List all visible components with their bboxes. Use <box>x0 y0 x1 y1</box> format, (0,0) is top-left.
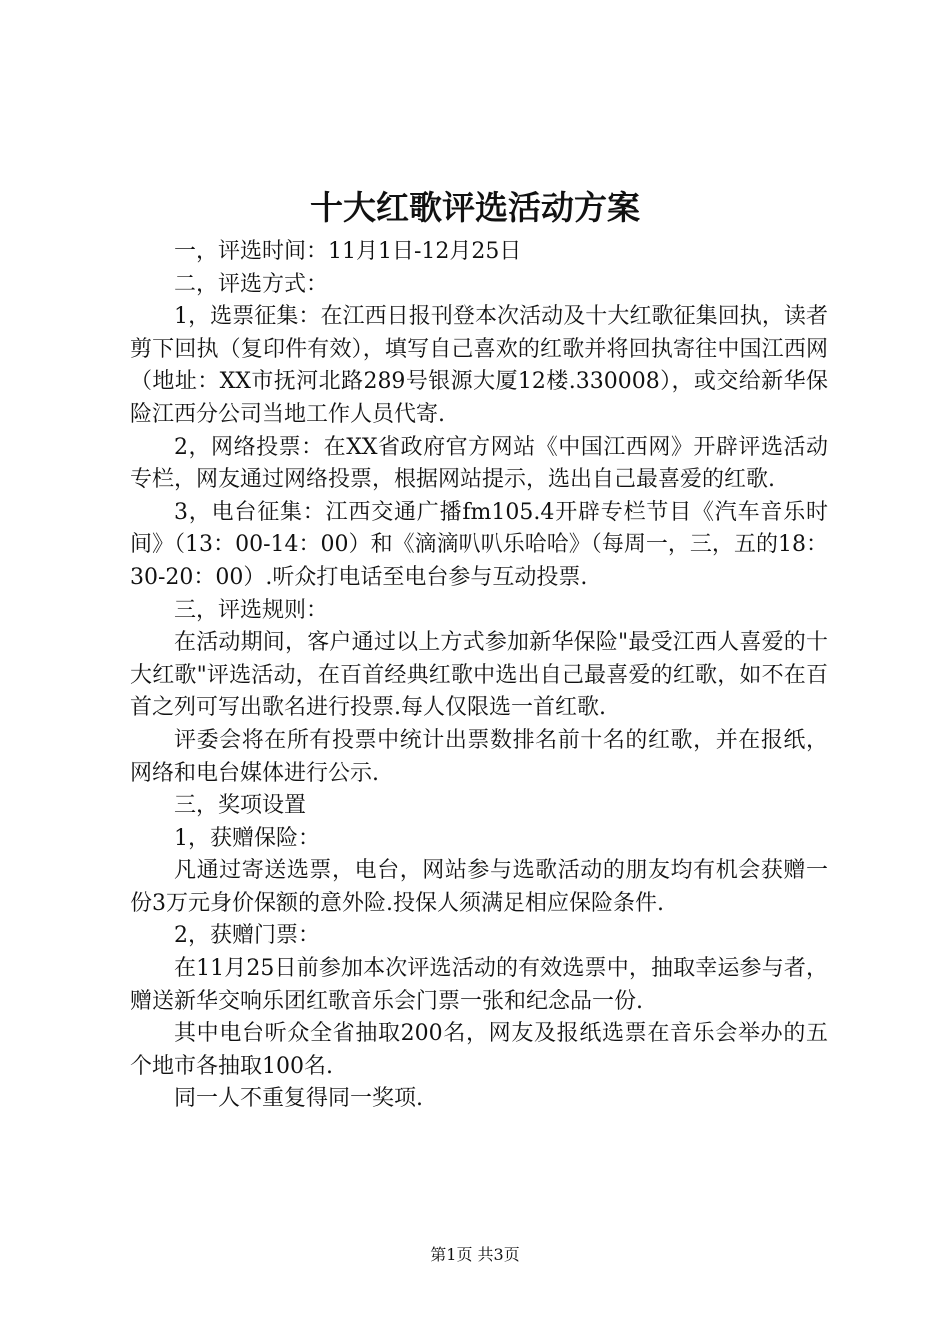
document-title: 十大红歌评选活动方案 <box>310 188 640 227</box>
paragraph-radio-collection: 3，电台征集：江西交通广播fm105.4开辟专栏节目《汽车音乐时间》（13：00-14：00）和《滴滴叭叭乐哈哈》（每周一，三，五的18：30-20：00）.听众打电话至电台参与互动投票. <box>130 499 828 590</box>
paragraph-ticket-quota: 其中电台听众全省抽取200名，网友及报纸选票在音乐会举办的五个地市各抽取100名. <box>130 1021 828 1079</box>
heading-selection-rules: 三，评选规则： <box>174 597 329 623</box>
paragraph-ticket-award: 在11月25日前参加本次评选活动的有效选票中，抽取幸运参与者，赠送新华交响乐团红歌音乐会门票一张和纪念品一份. <box>130 956 828 1014</box>
paragraph-no-duplicate: 同一人不重复得同一奖项. <box>174 1086 423 1112</box>
paragraph-ballot-collection: 1，选票征集：在江西日报刊登本次活动及十大红歌征集回执，读者剪下回执（复印件有效），填写自己喜欢的红歌并将回执寄往中国江西网（地址：XX市抚河北路289号银源大厦12楼.330008），或交给新华保险江西分公司当地工作人员代寄. <box>130 304 828 427</box>
paragraph-schedule: 一，评选时间：11月1日-12月25日 <box>174 239 522 264</box>
page-number-footer: 第1页 共3页 <box>430 1245 520 1264</box>
document-body <box>130 236 828 1116</box>
paragraph-online-voting: 2，网络投票：在XX省政府官方网站《中国江西网》开辟评选活动专栏，网友通过网络投票，根据网站提示，选出自己最喜爱的红歌. <box>130 434 828 493</box>
heading-selection-method: 二，评选方式： <box>174 271 329 297</box>
paragraph-insurance-award: 凡通过寄送选票，电台，网站参与选歌活动的朋友均有机会获赠一份3万元身价保额的意外险.投保人须满足相应保险条件. <box>130 858 828 916</box>
paragraph-publication: 评委会将在所有投票中统计出票数排名前十名的红歌，并在报纸，网络和电台媒体进行公示. <box>130 727 828 786</box>
heading-insurance-award: 1，获赠保险： <box>174 825 320 851</box>
heading-awards: 三，奖项设置 <box>174 793 307 819</box>
paragraph-rules: 在活动期间，客户通过以上方式参加新华保险"最受江西人喜爱的十大红歌"评选活动，在百首经典红歌中选出自己最喜爱的红歌，如不在百首之列可写出歌名进行投票.每人仅限选一首红歌. <box>130 630 828 721</box>
heading-ticket-award: 2，获赠门票： <box>174 923 320 949</box>
